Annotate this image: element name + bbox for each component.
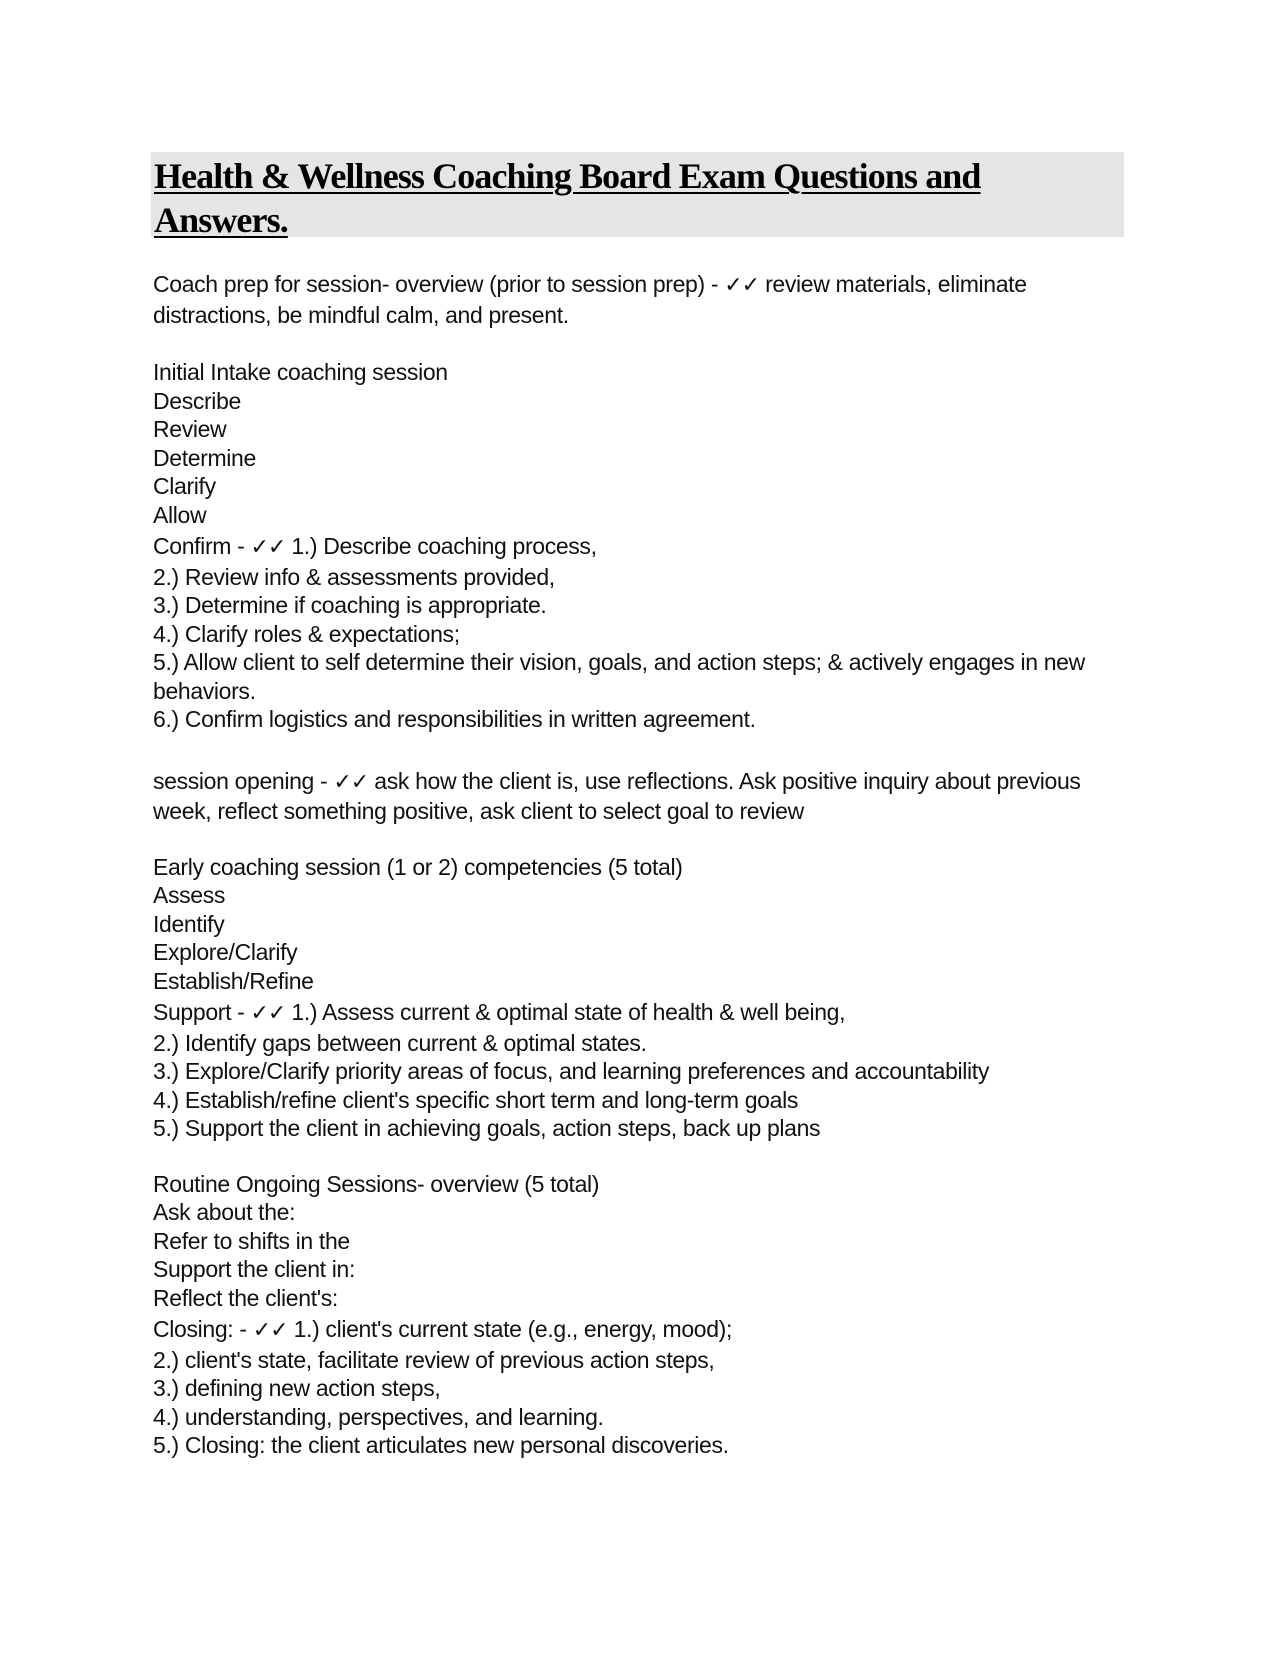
answer-line: 5.) Closing: the client articulates new personal discoveries.	[153, 1432, 729, 1458]
prompt-line: Routine Ongoing Sessions- overview (5 total)	[153, 1170, 600, 1197]
section-spacer	[153, 734, 1133, 767]
qa-item-early-coaching	[153, 853, 1133, 1143]
qa-item-session-opening	[153, 767, 1133, 826]
qa-answer-line	[153, 998, 1133, 1029]
qa-answer-line	[153, 767, 1133, 826]
qa-answer-line	[153, 270, 1133, 329]
qa-term: Coach prep for session- overview (prior to session prep) -	[153, 271, 725, 297]
prompt-line: Support the client in:	[153, 1256, 355, 1282]
document-body	[153, 270, 1133, 1460]
check-mark-icon: ✓✓	[724, 273, 760, 298]
qa-answer-line	[153, 532, 1133, 563]
prompt-line: Early coaching session (1 or 2) competencies (5 total)	[153, 853, 683, 880]
prompt-line: Initial Intake coaching session	[153, 359, 448, 385]
qa-answer: 1.) Assess current & optimal state of health & well being,	[285, 999, 846, 1025]
check-mark-icon: ✓✓	[250, 1001, 286, 1026]
check-mark-icon: ✓✓	[333, 769, 369, 795]
answer-line: 3.) Explore/Clarify priority areas of focus, and learning preferences and accountability	[153, 1058, 989, 1084]
qa-answer: 1.) client's current state (e.g., energy, mood);	[287, 1316, 733, 1342]
qa-answer: ask how the client is, use reflections. Ask positive inquiry about previous week, reflect something positive, ask client to select goal to review	[153, 767, 1081, 824]
qa-item-routine-ongoing	[153, 1170, 1133, 1460]
prompt-line: Allow	[153, 501, 207, 528]
qa-item-initial-intake	[153, 358, 1133, 734]
prompt-line: Clarify	[153, 473, 216, 499]
prompt-line: Assess	[153, 882, 226, 908]
section-spacer	[153, 826, 1133, 853]
prompt-line: Describe	[153, 387, 241, 414]
prompt-line: Ask about the:	[153, 1199, 296, 1225]
prompt-line: Explore/Clarify	[153, 939, 298, 965]
prompt-line: Review	[153, 416, 227, 442]
prompt-line: Reflect the client's:	[153, 1284, 338, 1311]
section-spacer	[153, 329, 1133, 358]
answer-line: 3.) defining new action steps,	[153, 1375, 441, 1401]
section-spacer	[153, 1143, 1133, 1170]
answer-line: 4.) Establish/refine client's specific short term and long-term goals	[153, 1086, 798, 1113]
answer-line: 5.) Support the client in achieving goals, action steps, back up plans	[153, 1115, 821, 1141]
prompt-line: Determine	[153, 444, 256, 471]
qa-term: Confirm -	[153, 533, 251, 559]
answer-line: 2.) Review info & assessments provided,	[153, 563, 555, 590]
prompt-line: Refer to shifts in the	[153, 1227, 350, 1254]
qa-answer: 1.) Describe coaching process,	[285, 533, 597, 559]
qa-term: session opening -	[153, 767, 334, 794]
prompt-line: Establish/Refine	[153, 967, 314, 994]
answer-line: 2.) Identify gaps between current & optimal states.	[153, 1029, 647, 1056]
qa-item-coach-prep	[153, 270, 1133, 329]
prompt-line: Identify	[153, 910, 225, 937]
qa-answer: review materials, eliminate distractions, be mindful calm, and present.	[153, 271, 1027, 328]
answer-line: 6.) Confirm logistics and responsibilities in written agreement.	[153, 706, 756, 732]
document-title: Health & Wellness Coaching Board Exam Questions and Answers.	[154, 156, 981, 240]
answer-line: 3.) Determine if coaching is appropriate.	[153, 592, 547, 618]
qa-answer-line	[153, 1315, 1133, 1346]
answer-line: 4.) understanding, perspectives, and learning.	[153, 1403, 604, 1430]
check-mark-icon: ✓✓	[250, 535, 286, 560]
answer-line: 2.) client's state, facilitate review of previous action steps,	[153, 1346, 715, 1373]
answer-line: 5.) Allow client to self determine their vision, goals, and action steps; & actively engages in new behaviors.	[153, 649, 1085, 704]
qa-term: Closing: -	[153, 1316, 253, 1342]
check-mark-icon: ✓✓	[252, 1318, 288, 1343]
qa-term: Support -	[153, 999, 251, 1025]
answer-line: 4.) Clarify roles & expectations;	[153, 620, 460, 647]
